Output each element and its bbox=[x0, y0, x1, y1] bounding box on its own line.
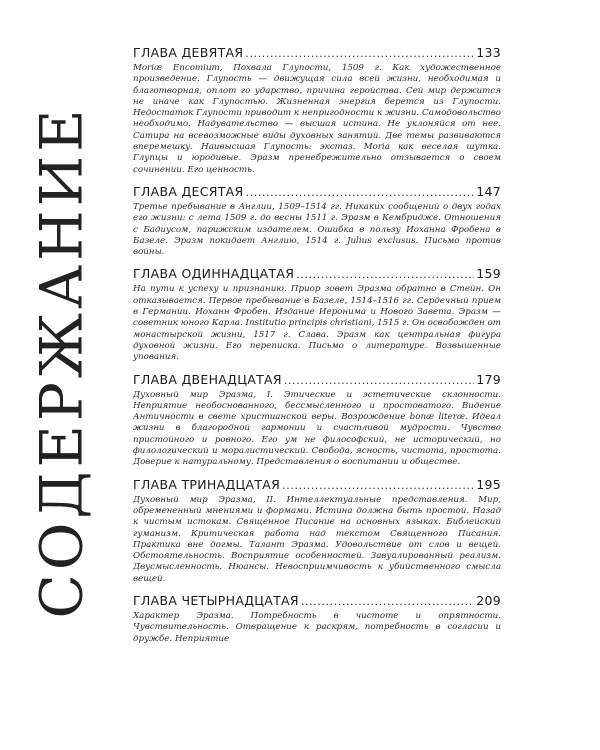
chapter-heading[interactable] bbox=[133, 592, 501, 610]
chapter-title: ГЛАВА ДЕСЯТАЯ bbox=[133, 183, 244, 199]
chapter-page-number: 195 bbox=[476, 476, 501, 492]
sidebar-title bbox=[22, 52, 102, 672]
dot-leader bbox=[246, 184, 475, 201]
chapter-entry bbox=[133, 476, 501, 585]
dot-leader bbox=[301, 593, 474, 610]
dot-leader bbox=[282, 477, 474, 494]
chapter-title: ГЛАВА ТРИНАДЦАТАЯ bbox=[133, 476, 281, 492]
chapter-summary: На пути к успеху и признанию. Приор зовет Эразма обратно в Стейн. Он отказывается. Первое пребывание в Базеле, 1514–1516 гг. Сердечный прием в Германии. Иоханн Фробен. Издание Иеронима и Нового Завета. Эразм — советник юного Карла. Institutio principis christiani, 1515 г. Он освобожден от монастырской жизни, 1517 г. Слава. Эразм как центральная фигура духовной жизни. Его переписка. Письмо о литературе. Возвышенные упования. bbox=[133, 284, 501, 363]
chapter-title: ГЛАВА ОДИННАДЦАТАЯ bbox=[133, 266, 295, 282]
chapter-entry bbox=[133, 371, 501, 469]
chapter-summary: Третье пребывание в Англии, 1509–1514 гг. Никаких сообщений о двух годах его жизни: с лета 1509 г. до весны 1511 г. Эразм в Кембридже. Отношения с Бадиусом, парижским издателем. Ошибка в пользу Иоханна Фробена в Базеле. Эразм покидает Англию, 1514 г. Julius exclusus. Письмо против войны. bbox=[133, 201, 501, 258]
sidebar-title-text: СОДЕРЖАНИЕ bbox=[28, 105, 97, 619]
chapter-heading[interactable] bbox=[133, 265, 501, 283]
chapter-title: ГЛАВА ДВЕНАДЦАТАЯ bbox=[133, 371, 282, 387]
chapter-page-number: 179 bbox=[476, 371, 501, 387]
chapter-page-number: 133 bbox=[476, 45, 501, 60]
chapter-heading[interactable] bbox=[133, 371, 501, 389]
chapter-summary: Характер Эразма. Потребность в чистоте и опрятности. Чувствительность. Отвращение к раскрям, потребность в согласии и дружбе. Неприятие bbox=[133, 610, 501, 644]
chapter-heading[interactable] bbox=[133, 44, 501, 62]
chapter-summary: Духовный мир Эразма, I. Этические и эстетические склонности. Неприятие необоснованного, бессмысленного и простоватого. Видение Античности в свете христианской веры. Возрождение bonæ literæ. Идеал жизни в благородной гармонии и счастливой мудрости. Чувство пристойного и ровного. Его ум не философский, не исторический, но филологический и моралистический. Свобода, ясность, чистота, простота. Доверие к натуральному. Представления о воспитании и обществе. bbox=[133, 389, 501, 468]
chapter-title: ГЛАВА ДЕВЯТАЯ bbox=[133, 45, 244, 60]
chapter-summary: Moriæ Encomium, Похвала Глупости, 1509 г. Как художественное произведение. Глупость — движущая сила всей жизни, необходимая и благотворная, оплот го ударство, причина геройства. Сей мир держится не иначе как Глупостью. Жизненная энергия берется из Глупости. Недостаток Глупости приводит к непригодности к жизни. Самодовольство необходимо. Надувательство — высшая истина. Не уклоняйся от нее. Сатира на всевозможные виды духовных занятий. Две темы развиваются вперемешку. Наивысшая Глупость: экстаз. Moria как веселая шутка. Глупцы и юродивые. Эразм пренебрежительно отзывается о своем сочинении. Его ценность. bbox=[133, 63, 501, 175]
chapter-page-number: 209 bbox=[476, 592, 501, 608]
dot-leader bbox=[296, 266, 474, 283]
chapter-entry bbox=[133, 265, 501, 363]
table-of-contents bbox=[133, 44, 501, 652]
chapter-summary: Духовный мир Эразма, II. Интеллектуальные представления. Мир, обремененный мнениями и формами. Истина должна быть простой. Назад к чистым истокам. Священное Писание на основных языках. Библейский гуманизм. Критическая работа над текстом Священного Писания. Практика вне догмы. Талант Эразма. Удовольствие от слов и вещей. Обстоятельность. Восприятие особенностей. Завуалированный реализм. Двусмысленность. Нюансы. Невосприимчивость к убийственного смысла вещей. bbox=[133, 494, 501, 584]
chapter-title: ГЛАВА ЧЕТЫРНАДЦАТАЯ bbox=[133, 592, 299, 608]
chapter-heading[interactable] bbox=[133, 183, 501, 201]
chapter-entry bbox=[133, 183, 501, 258]
chapter-page-number: 147 bbox=[476, 183, 501, 199]
chapter-heading[interactable] bbox=[133, 476, 501, 494]
chapter-page-number: 159 bbox=[476, 266, 501, 282]
dot-leader bbox=[245, 45, 474, 62]
chapter-entry bbox=[133, 44, 501, 176]
chapter-entry bbox=[133, 592, 501, 645]
dot-leader bbox=[284, 372, 474, 389]
